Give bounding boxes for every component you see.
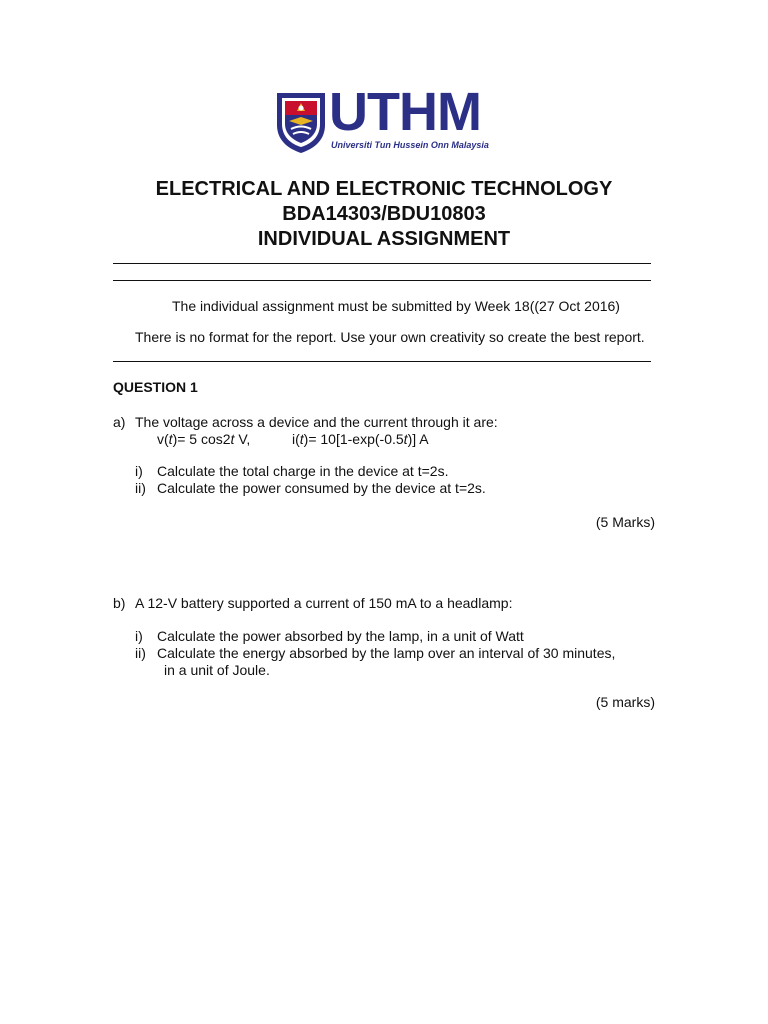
divider-line: [113, 263, 651, 264]
university-crest-icon: [275, 91, 327, 155]
marks-label: (5 marks): [595, 694, 655, 710]
question-heading: QUESTION 1: [113, 379, 198, 395]
list-item-number: i): [135, 628, 143, 644]
course-code: BDA14303/BDU10803: [282, 203, 486, 225]
part-b-label: b): [113, 595, 126, 611]
list-item: Calculate the power consumed by the device at t=2s.: [157, 480, 486, 496]
part-b-intro: A 12-V battery supported a current of 150 mA to a headlamp:: [135, 595, 513, 611]
uthm-logo: [275, 82, 497, 155]
list-item: Calculate the power absorbed by the lamp, in a unit of Watt: [157, 628, 524, 644]
logo-wordmark: UTHM: [329, 82, 481, 142]
list-item: Calculate the total charge in the device at t=2s.: [157, 463, 449, 479]
part-a-intro: The voltage across a device and the current through it are:: [135, 414, 498, 430]
course-title: ELECTRICAL AND ELECTRONIC TECHNOLOGY: [155, 178, 613, 200]
list-item-number: ii): [135, 645, 146, 661]
list-item-number: i): [135, 463, 143, 479]
voltage-equation: v(t)= 5 cos2t V,: [157, 431, 251, 447]
marks-label: (5 Marks): [595, 514, 655, 530]
current-equation: i(t)= 10[1-exp(-0.5t)] A: [292, 431, 429, 447]
list-item-number: ii): [135, 480, 146, 496]
list-item: Calculate the energy absorbed by the lamp over an interval of 30 minutes,: [157, 645, 616, 661]
divider-line: [113, 280, 651, 281]
format-note: There is no format for the report. Use your own creativity so create the best report.: [135, 329, 645, 345]
assignment-title: INDIVIDUAL ASSIGNMENT: [257, 228, 511, 250]
submission-note: The individual assignment must be submitted by Week 18((27 Oct 2016): [172, 298, 620, 314]
divider-line: [113, 361, 651, 362]
list-item-continuation: in a unit of Joule.: [164, 662, 270, 678]
logo-subtitle: Universiti Tun Hussein Onn Malaysia: [331, 140, 489, 150]
part-a-label: a): [113, 414, 126, 430]
